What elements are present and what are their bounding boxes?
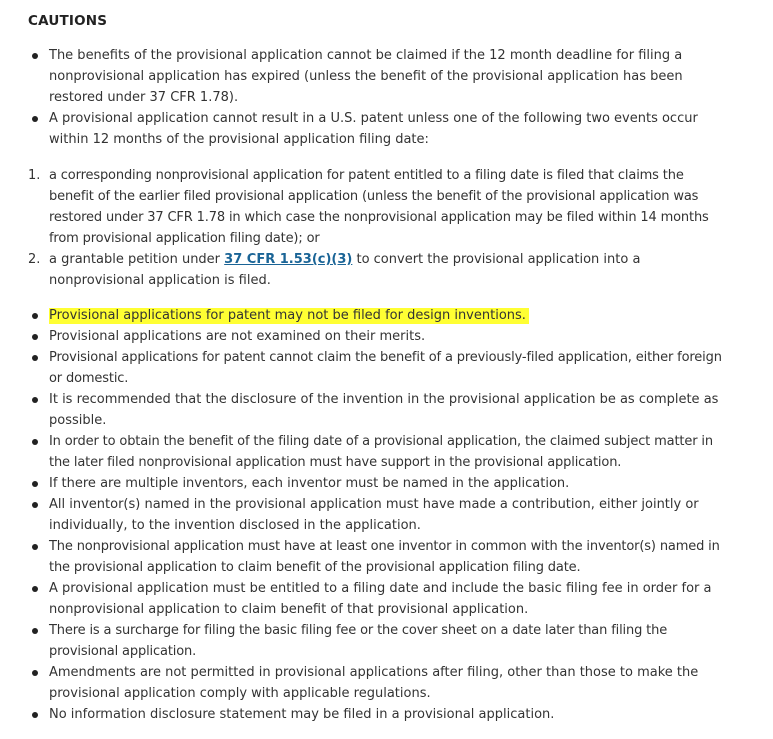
cfr-link[interactable]: 37 CFR 1.53(c)(3): [224, 252, 353, 267]
section-heading: CAUTIONS: [28, 13, 108, 29]
list-item: All inventor(s) named in the provisional application must have made a contribution, either jointly or individually, to the invention disclosed in the application.: [28, 494, 724, 536]
numbered-item: [28, 249, 724, 291]
list-item: The nonprovisional application must have at least one inventor in common with the inventor(s) named in the provisional application to claim benefit of the provisional application filing date.: [28, 536, 724, 578]
spacer: [28, 150, 773, 165]
numbered-list: [28, 165, 773, 291]
item-text: a corresponding nonprovisional application for patent entitled to a filing date is filed that claims the benefit of the earlier filed provisional application (unless the benefit of the provisional application was restored under 37 CFR 1.78 in which case the nonprovisional application may be filed within 14 months from provisional application filing date); or: [49, 168, 709, 246]
list-item: It is recommended that the disclosure of the invention in the provisional application be as complete as possible.: [28, 389, 724, 431]
list-item: If there are multiple inventors, each inventor must be named in the application.: [28, 473, 724, 494]
list-item: A provisional application must be entitled to a filing date and include the basic filing fee in order for a nonprovisional application to claim benefit of that provisional application.: [28, 578, 724, 620]
list-item: There is a surcharge for filing the basic filing fee or the cover sheet on a date later than filing the provisional application.: [28, 620, 724, 662]
list-item: The benefits of the provisional application cannot be claimed if the 12 month deadline for filing a nonprovisional application has expired (unless the benefit of the provisional application has been restored under 37 CFR 1.78).: [28, 45, 724, 108]
list-item: No information disclosure statement may be filed in a provisional application.: [28, 704, 724, 725]
intro-bullet-list: [28, 45, 773, 150]
main-bullet-list: [28, 305, 773, 725]
item-number: 2.: [28, 252, 41, 267]
highlighted-text: Provisional applications for patent may not be filed for design inventions.: [49, 308, 529, 324]
numbered-item: [28, 165, 724, 249]
spacer: [28, 291, 773, 305]
list-item: A provisional application cannot result in a U.S. patent unless one of the following two events occur within 12 months of the provisional application filing date:: [28, 108, 724, 150]
list-item: Amendments are not permitted in provisional applications after filing, other than those to make the provisional application comply with applicable regulations.: [28, 662, 724, 704]
list-item: Provisional applications are not examined on their merits.: [28, 326, 724, 347]
item-number: 1.: [28, 168, 41, 183]
item-text-before-link: a grantable petition under: [49, 252, 225, 267]
list-item: In order to obtain the benefit of the filing date of a provisional application, the claimed subject matter in the later filed nonprovisional application must have support in the provisional application.: [28, 431, 724, 473]
list-item: Provisional applications for patent cannot claim the benefit of a previously-filed application, either foreign or domestic.: [28, 347, 724, 389]
list-item-highlighted: [28, 305, 724, 326]
item-text-after-link: to convert the provisional application into a nonprovisional application is filed.: [49, 252, 641, 288]
